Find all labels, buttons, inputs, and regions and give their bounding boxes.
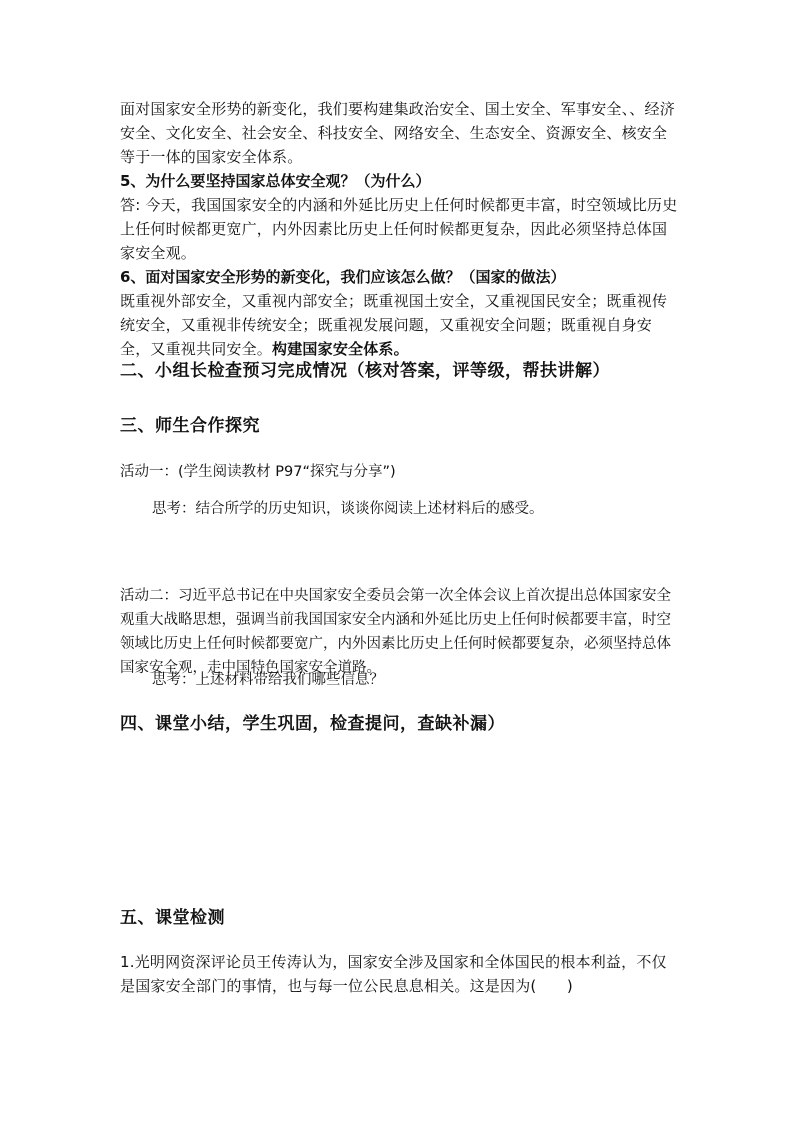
section-4-heading: 四、课堂小结，学生巩固，检查提问，查缺补漏） [120, 714, 505, 734]
activity-2-think: 思考：上述材料带给我们哪些信息？ [152, 672, 384, 688]
test-question-1: 1.光明网资深评论员王传涛认为，国家安全涉及国家和全体国民的根本利益，不仅是国家安全部门的事情，也与每一位公民息息相关。这是因为( ) [120, 953, 667, 995]
section-5-heading: 五、课堂检测 [120, 908, 225, 928]
answer-6-bold: 构建国家安全体系。 [272, 340, 409, 358]
question-5: 5、为什么要坚持国家总体安全观？（为什么） [120, 172, 431, 190]
answer-6-text: 既重视外部安全，又重视内部安全；既重视国土安全，又重视国民安全；既重视传统安全，又重视非传统安全；既重视发展问题，又重视安全问题；既重视自身安全，又重视共同安全。 [120, 292, 668, 358]
activity-1: 活动一：(学生阅读教材 P97“探究与分享”) [120, 464, 396, 480]
activity-1-think: 思考：结合所学的历史知识，谈谈你阅读上述材料后的感受。 [152, 501, 544, 517]
intro-paragraph: 面对国家安全形势的新变化，我们要构建集政治安全、国土安全、军事安全、、经济安全、文化安全、社会安全、科技安全、网络安全、生态安全、资源安全、核安全等于一体的国家安全体系。 [120, 100, 675, 166]
section-2-heading: 二、小组长检查预习完成情况（核对答案，评等级，帮扶讲解） [120, 361, 610, 381]
question-6: 6、面对国家安全形势的新变化，我们应该怎么做？（国家的做法） [120, 268, 566, 286]
section-3-heading: 三、师生合作探究 [120, 416, 260, 436]
activity-2: 活动二：习近平总书记在中央国家安全委员会第一次全体会议上首次提出总体国家安全观重大战略思想，强调当前我国国家安全内涵和外延比历史上任何时候都要丰富，时空领域比历史上任何时候都要宽广，内外因素比历史上任何时候都要复杂，必须坚持总体国家安全观，走中国特色国家安全道路。 [120, 588, 671, 676]
answer-5: 答: 今天，我国国家安全的内涵和外延比历史上任何时候都更丰富，时空领域比历史上任何时候都更宽广，内外因素比历史上任何时候都更复杂，因此必须坚持总体国家安全观。 [120, 196, 678, 262]
answer-6 [120, 289, 680, 361]
